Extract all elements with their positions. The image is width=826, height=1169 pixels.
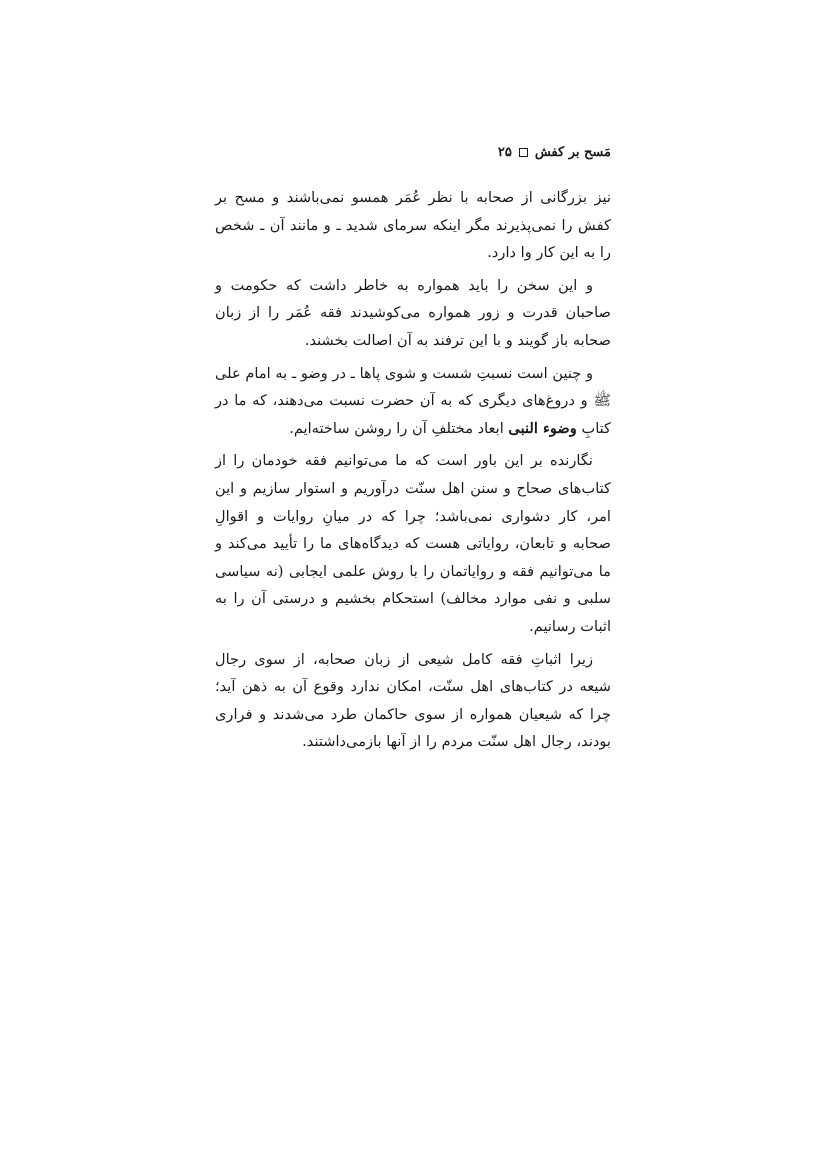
paragraph-1: نیز بزرگانی از صحابه با نظر عُمَر همسو نمی‌باشند و مسح بر کفش را نمی‌پذیرند مگر اینکه سرمای شدید ـ و مانند آن ـ شخص را به این کار وا دارد. bbox=[215, 189, 611, 262]
paragraph-3-after: ابعاد مختلفِ آن را روشن ساخته‌ایم. bbox=[289, 419, 509, 437]
square-outline-icon bbox=[519, 148, 528, 157]
document-page bbox=[215, 140, 611, 761]
page-number: ۲۵ bbox=[497, 144, 512, 160]
running-title: مَسح بر کفش bbox=[534, 144, 611, 160]
paragraph-4: نگارنده بر این باور است که ما می‌توانیم فقه خودمان را از کتاب‌های صحاح و سنن اهل سنّت درآوریم و استوار سازیم و این امر، کار دشواری نمی‌باشد؛ چرا که در میانِ روایات و اقوالِ صحابه و تابعان، روایاتی هست که دیدگاه‌های ما را تأیید می‌کند و ما می‌توانیم فقه و روایاتمان را با روش علمی ایجابی (نه سیاسی سلبی و نفی موارد مخالف) استحکام بخشیم و درستی آن را به اثبات رسانیم. bbox=[215, 452, 611, 635]
paragraph-3-before: و چنین است نسبتِ شست و شوی پاها ـ در وضو ـ به امام علی ﷺ و دروغ‌های دیگری که به آن حضرت نسبت می‌دهند، که ما در کتابِ bbox=[215, 364, 611, 437]
book-title: وضوء النبی bbox=[508, 419, 577, 437]
running-header bbox=[215, 140, 611, 164]
paragraph-5: زیرا اثباتِ فقه کامل شیعی از زبان صحابه، از سوی رجال شیعه در کتاب‌های اهل سنّت، امکان ندارد وقوع آن به ذهن آید؛ چرا که شیعیان همواره از سوی حاکمان طرد می‌شدند و فراری بودند، رجال اهل سنّت مردم را از آنها بازمی‌داشتند. bbox=[215, 650, 611, 751]
paragraph-3 bbox=[215, 360, 611, 443]
paragraph-2: و این سخن را باید همواره به خاطر داشت که حکومت و صاحبان قدرت و زور همواره می‌کوشیدند فقه عُمَر را از زبان صحابه باز گویند و با این ترفند به آن اصالت بخشند. bbox=[215, 276, 611, 349]
